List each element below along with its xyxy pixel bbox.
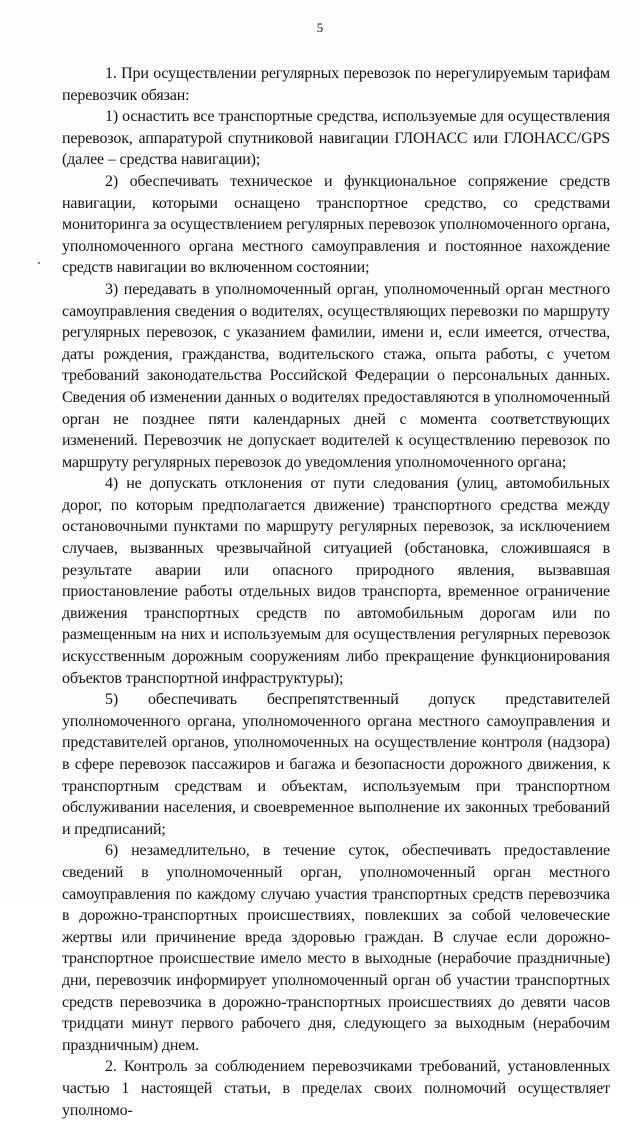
paragraph-intro: 1. При осуществлении регулярных перевозок по нерегулируемым тарифам перевозчик обязан: <box>62 65 610 104</box>
paragraph-item-6: 6) незамедлительно, в течение суток, обеспечивать предоставление сведений в уполномоченный орган, уполномоченный орган местного самоуправления по каждому случаю участия транспортных средств перевозчика в дорожно-транспортных происшествиях, повлекших за собой человеческие жертвы или причинение вреда здоровью граждан. В случае если дорожно-транспортное происшествие имело место в выходные (нерабочие праздничные) дни, перевозчик информирует уполномоченный орган об участии транспортных средств перевозчика в дорожно-транспортных происшествиях до девяти часов тридцати минут первого рабочего дня, следующего за выходным (нерабочим праздничным) днем. <box>62 842 610 1054</box>
page-number: 5 <box>316 20 324 35</box>
paragraph-item-4: 4) не допускать отклонения от пути следования (улиц, автомобильных дорог, по которым предполагается движение) транспортного средства между остановочными пунктами по маршруту регулярных перевозок, за исключением случаев, вызванных чрезвычайной ситуацией (обстановка, сложившаяся в результате аварии или опасного природного явления, вызвавшая приостановление работы отдельных видов транспорта, временное ограничение движения транспортных средств по автомобильным дорогам или по размещенным на них и используемым для осуществления регулярных перевозок искусственным дорожным сооружениям либо прекращение функционирования объектов транспортной инфраструктуры); <box>62 475 610 687</box>
document-body <box>62 63 610 1121</box>
scan-speck <box>38 262 40 264</box>
paragraph-item-2: 2) обеспечивать техническое и функциональное сопряжение средств навигации, которыми оснащено транспортное средство, со средствами мониторинга за осуществлением регулярных перевозок уполномоченного органа, уполномоченного органа местного самоуправления и постоянное нахождение средств навигации во включенном состоянии; <box>62 172 610 277</box>
paragraph-item-1: 1) оснастить все транспортные средства, используемые для осуществления перевозок, аппаратурой спутниковой навигации ГЛОНАСС или ГЛОНАСС/GPS (далее – средства навигации); <box>62 108 610 169</box>
paragraph-part-2: 2. Контроль за соблюдением перевозчиками требований, установленных частью 1 настоящей статьи, в пределах своих полномочий осуществляет уполномо- <box>62 1058 610 1119</box>
paragraph-item-3: 3) передавать в уполномоченный орган, уполномоченный орган местного самоуправления сведения о водителях, осуществляющих перевозки по маршруту регулярных перевозок, с указанием фамилии, имени и, если имеется, отчества, даты рождения, гражданства, водительского стажа, опыта работы, с учетом требований законодательства Российской Федерации о персональных данных. Сведения об изменении данных о водителях предоставляются в уполномоченный орган не позднее пяти календарных дней с момента соответствующих изменений. Перевозчик не допускает водителей к осуществлению перевозок по маршруту регулярных перевозок до уведомления уполномоченного органа; <box>62 280 610 471</box>
paragraph-item-5: 5) обеспечивать беспрепятственный допуск представителей уполномоченного органа, уполномоченного органа местного самоуправления и представителей органов, уполномоченных на осуществление контроля (надзора) в сфере перевозок пассажиров и багажа и безопасности дорожного движения, к транспортным средствам и объектам, используемым при транспортном обслуживании населения, и своевременное выполнение их законных требований и предписаний; <box>62 691 610 838</box>
